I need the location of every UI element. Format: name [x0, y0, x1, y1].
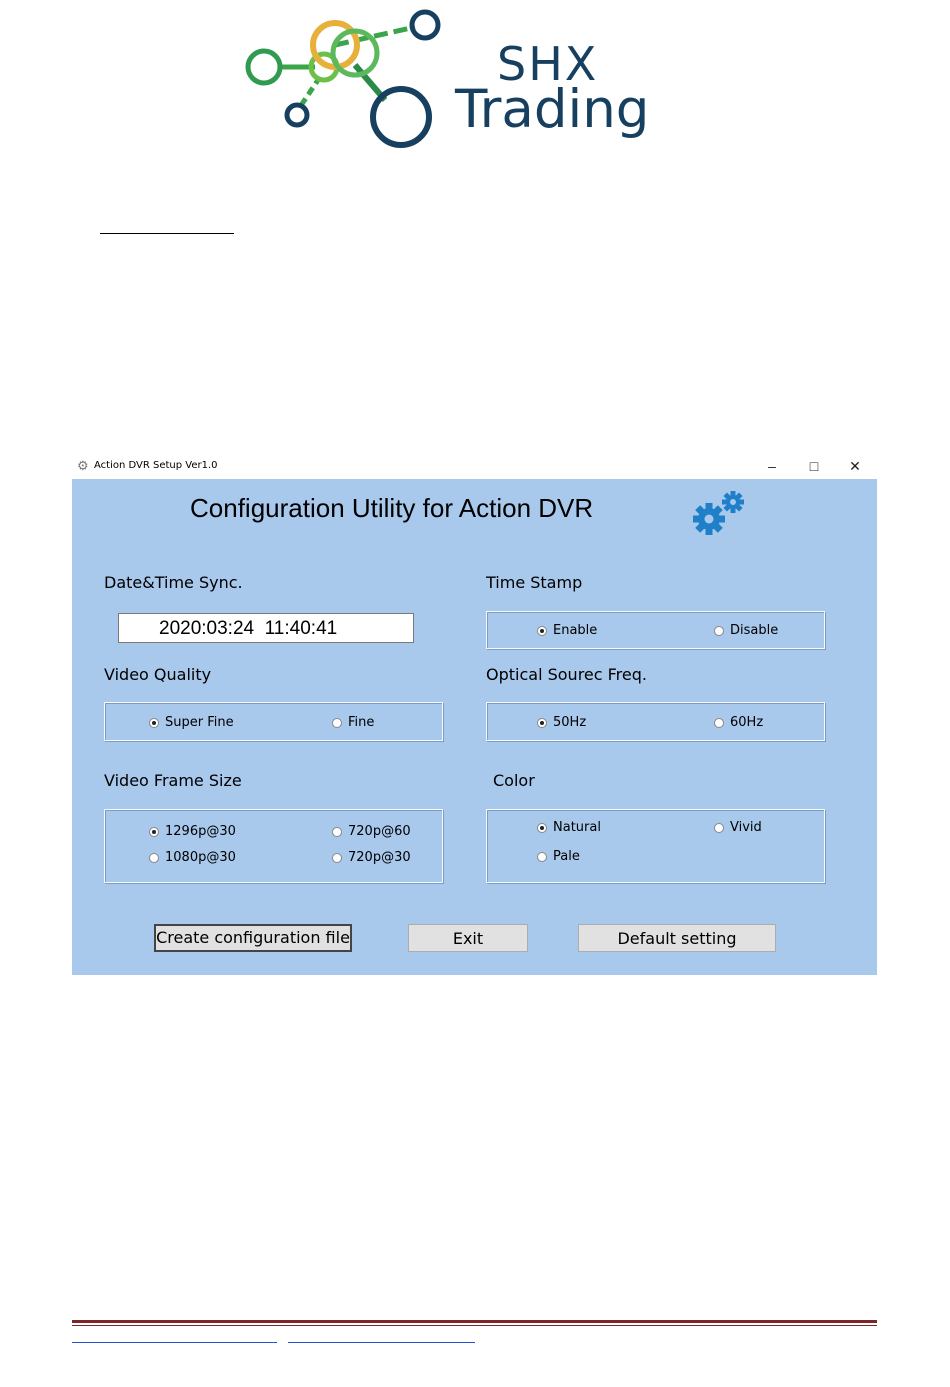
document-underline [100, 233, 234, 234]
frame-size-1080p30-radio[interactable]: 1080p@30 [149, 850, 236, 865]
create-config-button[interactable]: Create configuration file [154, 924, 352, 952]
datetime-label: Date&Time Sync. [104, 573, 243, 592]
title-bar[interactable] [72, 455, 877, 479]
radio-selected-icon [537, 718, 547, 728]
radio-icon [714, 626, 724, 636]
footer-link-underline[interactable] [72, 1342, 277, 1343]
radio-icon [149, 853, 159, 863]
radio-selected-icon [149, 827, 159, 837]
radio-icon [714, 718, 724, 728]
video-quality-label: Video Quality [104, 665, 212, 684]
video-quality-group [104, 702, 443, 741]
logo-molecule-icon [240, 5, 460, 155]
app-gear-icon: ⚙ [77, 458, 89, 473]
video-quality-fine-radio[interactable]: Fine [332, 715, 374, 730]
frame-size-1296p30-radio[interactable]: 1296p@30 [149, 824, 236, 839]
radio-icon [332, 718, 342, 728]
frame-size-720p60-radio[interactable]: 720p@60 [332, 824, 411, 839]
radio-icon [537, 852, 547, 862]
frame-size-group [104, 809, 443, 883]
shx-trading-logo [240, 5, 670, 155]
frame-size-label: Video Frame Size [104, 771, 242, 790]
logo-text-trading: Trading [455, 79, 650, 140]
radio-icon [332, 853, 342, 863]
logo-text-shx: SHX [497, 37, 599, 91]
radio-selected-icon [537, 626, 547, 636]
optical-freq-50hz-radio[interactable]: 50Hz [537, 715, 586, 730]
page-title: Configuration Utility for Action DVR [190, 493, 594, 523]
color-vivid-radio[interactable]: Vivid [714, 820, 762, 835]
action-dvr-setup-window [72, 455, 877, 975]
close-button[interactable]: ✕ [849, 458, 861, 474]
footer-rule-thin [72, 1325, 877, 1326]
color-natural-radio[interactable]: Natural [537, 820, 601, 835]
color-label: Color [493, 771, 535, 790]
footer-link-underline[interactable] [288, 1342, 475, 1343]
timestamp-label: Time Stamp [486, 573, 583, 592]
color-group [486, 809, 825, 883]
default-setting-button[interactable]: Default setting [578, 924, 776, 952]
frame-size-720p30-radio[interactable]: 720p@30 [332, 850, 411, 865]
timestamp-disable-radio[interactable]: Disable [714, 623, 778, 638]
timestamp-group [486, 611, 825, 649]
optical-freq-group [486, 702, 825, 741]
minimize-button[interactable]: – [768, 458, 776, 474]
gears-icon [687, 489, 751, 539]
radio-icon [332, 827, 342, 837]
radio-icon [714, 823, 724, 833]
timestamp-enable-radio[interactable]: Enable [537, 623, 597, 638]
exit-button[interactable]: Exit [408, 924, 528, 952]
maximize-button[interactable]: □ [809, 458, 819, 474]
color-pale-radio[interactable]: Pale [537, 849, 580, 864]
window-title: Action DVR Setup Ver1.0 [94, 460, 218, 471]
datetime-field[interactable]: 2020:03:24 11:40:41 [118, 613, 414, 643]
radio-selected-icon [149, 718, 159, 728]
footer-rule [72, 1320, 877, 1323]
video-quality-superfine-radio[interactable]: Super Fine [149, 715, 234, 730]
radio-selected-icon [537, 823, 547, 833]
optical-freq-60hz-radio[interactable]: 60Hz [714, 715, 763, 730]
optical-freq-label: Optical Sourec Freq. [486, 665, 647, 684]
